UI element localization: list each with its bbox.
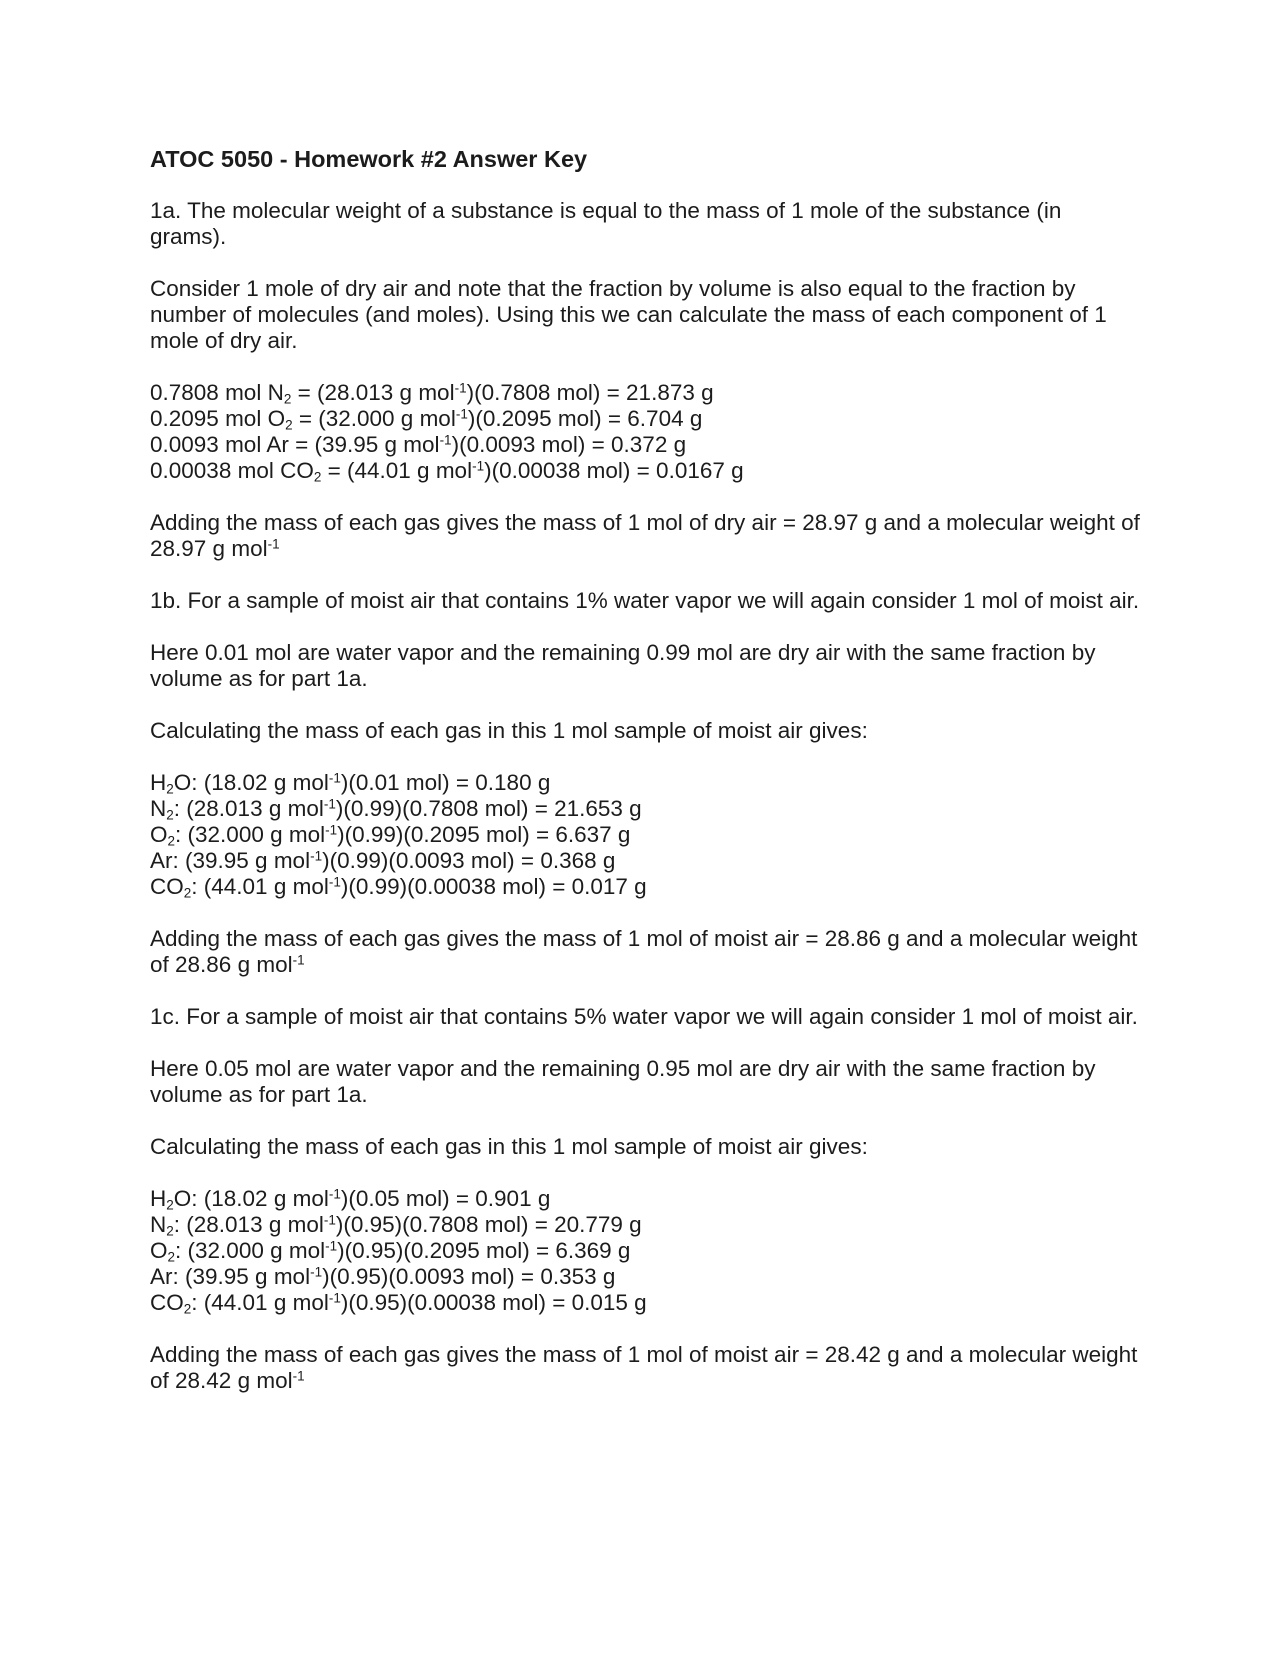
calc-line: $H_2O$: (18.02 g mol$^{-1}$)(0.01 mol) = 0.180 g [150, 770, 551, 797]
calc-line: 0.00038 mol $CO_2 = (44.01$ g mol$^{-1}$)(0.00038 mol) = 0.0167 g [150, 458, 744, 485]
calc-line: $O_2$: (32.000 g mol$^{-1}$)(0.99)(0.2095 mol) = 6.637 g [150, 822, 631, 849]
document-title: ATOC 5050 - Homework #2 Answer Key [150, 146, 588, 172]
part-1b-here: Here 0.01 mol are water vapor and the remaining 0.99 mol are dry air with the same fraction by volume as for part 1a. [150, 640, 1096, 691]
part-1a-calculations [150, 380, 1140, 484]
part-1c-calculations [150, 1186, 1140, 1316]
part-1b-result: Adding the mass of each gas gives the mass of 1 mol of moist air = 28.86 g and a molecular weight of 28.86 g mol$^{-1}$ [150, 926, 1138, 977]
calc-line: Ar: (39.95 g mol$^{-1}$)(0.99)(0.0093 mol) = 0.368 g [150, 848, 616, 873]
calc-line: 0.0093 mol Ar = (39.95 g mol$^{-1}$)(0.0093 mol) = 0.372 g [150, 432, 687, 457]
calc-line: $O_2$: (32.000 g mol$^{-1}$)(0.95)(0.2095 mol) = 6.369 g [150, 1238, 631, 1265]
document-page [150, 146, 1140, 1420]
part-1c-intro: 1c. For a sample of moist air that contains 5% water vapor we will again consider 1 mol of moist air. [150, 1004, 1138, 1029]
part-1c-here: Here 0.05 mol are water vapor and the remaining 0.95 mol are dry air with the same fraction by volume as for part 1a. [150, 1056, 1096, 1107]
calc-line: $CO_2$: (44.01 g mol$^{-1}$)(0.95)(0.00038 mol) = 0.015 g [150, 1290, 647, 1317]
part-1b-intro: 1b. For a sample of moist air that contains 1% water vapor we will again consider 1 mol of moist air. [150, 588, 1140, 613]
calc-line: $H_2O$: (18.02 g mol$^{-1}$)(0.05 mol) = 0.901 g [150, 1186, 551, 1213]
part-1b-calc-heading: Calculating the mass of each gas in this 1 mol sample of moist air gives: [150, 718, 868, 743]
part-1a-consider: Consider 1 mole of dry air and note that the fraction by volume is also equal to the fraction by number of molecules (and moles). Using this we can calculate the mass of each component of 1 mole of dry air. [150, 276, 1107, 353]
calc-line: Ar: (39.95 g mol$^{-1}$)(0.95)(0.0093 mol) = 0.353 g [150, 1264, 616, 1289]
calc-line: 0.2095 mol $O_2 = (32.000$ g mol$^{-1}$)(0.2095 mol) = 6.704 g [150, 406, 703, 433]
part-1a-result: Adding the mass of each gas gives the mass of 1 mol of dry air = 28.97 g and a molecular weight of 28.97 g mol$^{-1}$ [150, 510, 1140, 561]
part-1c-result: Adding the mass of each gas gives the mass of 1 mol of moist air = 28.42 g and a molecular weight of 28.42 g mol$^{-1}$ [150, 1342, 1138, 1393]
part-1c-calc-heading: Calculating the mass of each gas in this 1 mol sample of moist air gives: [150, 1134, 868, 1159]
calc-line: $N_2$: (28.013 g mol$^{-1}$)(0.99)(0.7808 mol) = 21.653 g [150, 796, 642, 823]
part-1b-calculations [150, 770, 1140, 900]
calc-line: $N_2$: (28.013 g mol$^{-1}$)(0.95)(0.7808 mol) = 20.779 g [150, 1212, 642, 1239]
part-1a-intro: 1a. The molecular weight of a substance is equal to the mass of 1 mole of the substance (in grams). [150, 198, 1062, 249]
calc-line: 0.7808 mol $N_2 = (28.013$ g mol$^{-1}$)(0.7808 mol) = 21.873 g [150, 380, 714, 407]
calc-line: $CO_2$: (44.01 g mol$^{-1}$)(0.99)(0.00038 mol) = 0.017 g [150, 874, 647, 901]
